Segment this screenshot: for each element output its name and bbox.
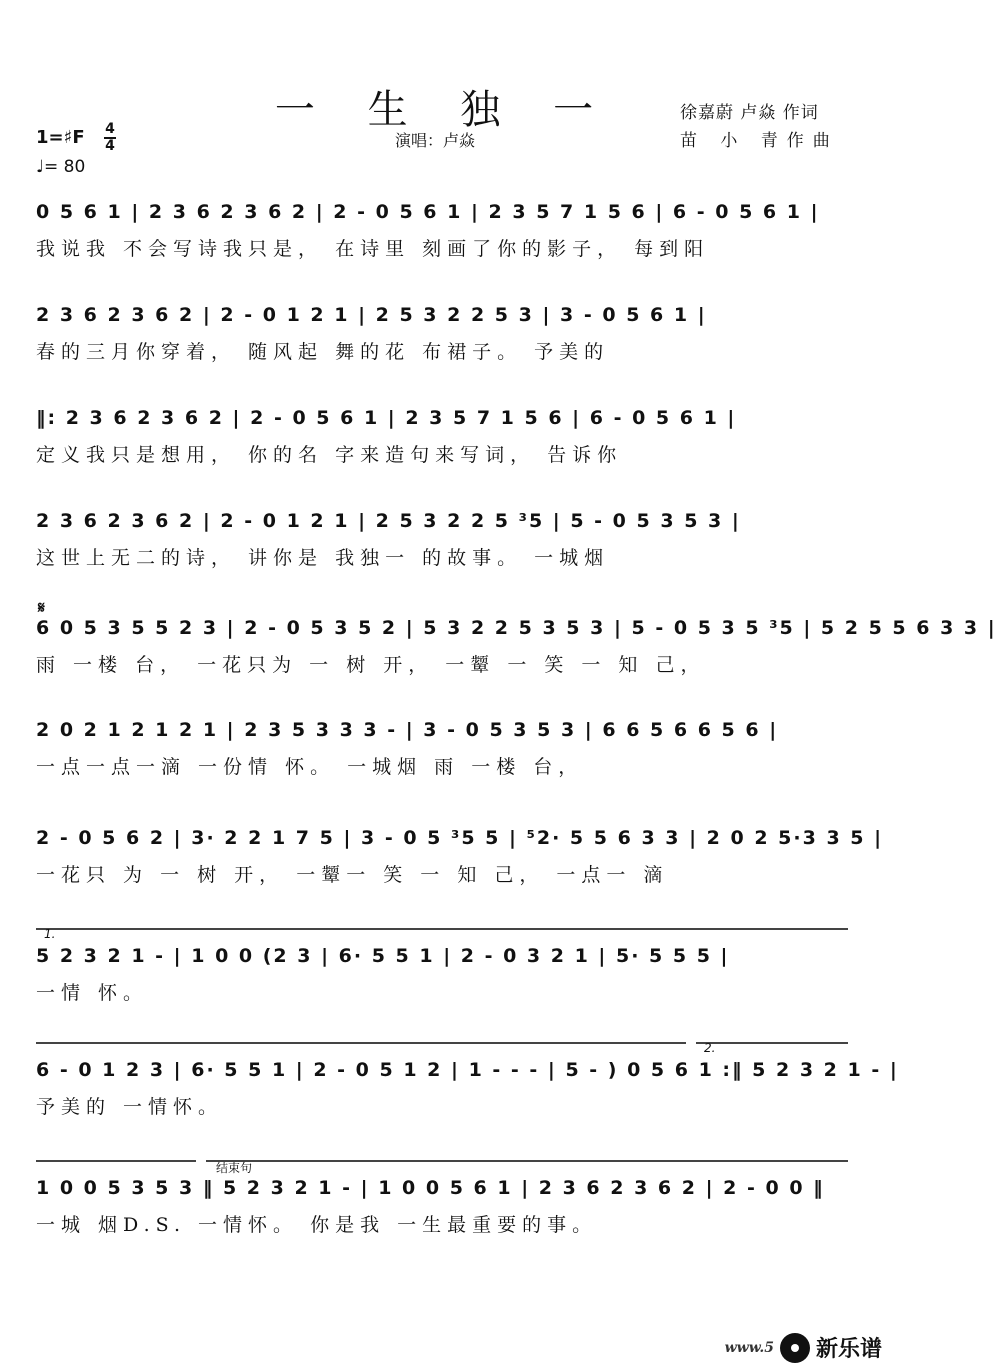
site-name: 新乐谱 <box>815 1337 882 1362</box>
time-signature-bottom: 4 <box>105 138 115 154</box>
notes-line: 6 0 5 3 5 5 2 3 | 2 - 0 5 3 5 2 | 5 3 2 2 5 3 5 3 | 5 - 0 5 3 5 ³5 | 5 2 5 5 6 3 3 | <box>36 617 997 639</box>
notes-line: 1 0 0 5 3 5 3 ‖ 5 2 3 2 1 - | 1 0 0 5 6 1 | 2 3 6 2 3 6 2 | 2 - 0 0 ‖ <box>36 1177 825 1199</box>
key-signature: 1=♯F <box>36 127 85 148</box>
vinyl-disc-icon <box>780 1333 810 1363</box>
notes-line: 0 5 6 1 | 2 3 6 2 3 6 2 | 2 - 0 5 6 1 | 2 3 5 7 1 5 6 | 6 - 0 5 6 1 | <box>36 201 820 223</box>
lyrics-line: 一点一点一滴 一份情 怀。 一城烟 雨 一楼 台， <box>36 756 584 778</box>
volta-bracket-1-continued <box>36 1042 686 1044</box>
coda-label: 结束句 <box>216 1161 253 1175</box>
singer-credit: 演唱：卢焱 <box>395 131 476 150</box>
lyrics-line: 这世上无二的诗， 讲你是 我独一 的故事。 一城烟 <box>36 547 610 569</box>
notes-line: 6 - 0 1 2 3 | 6· 5 5 1 | 2 - 0 5 1 2 | 1 - - - | 5 - ) 0 5 6 1 :‖ 5 2 3 2 1 - | <box>36 1059 899 1081</box>
notes-line: ‖: 2 3 6 2 3 6 2 | 2 - 0 5 6 1 | 2 3 5 7 1 5 6 | 6 - 0 5 6 1 | <box>36 407 737 429</box>
notes-line: 5 2 3 2 1 - | 1 0 0 (2 3 | 6· 5 5 1 | 2 - 0 3 2 1 | 5· 5 5 5 | <box>36 945 730 967</box>
composer-credit: 苗 小 青作曲 <box>680 131 839 151</box>
time-signature <box>104 122 116 153</box>
segno-sign: 𝄋 <box>38 598 45 617</box>
notes-line: 2 0 2 1 2 1 2 1 | 2 3 5 3 3 3 - | 3 - 0 5 3 5 3 | 6 6 5 6 6 5 6 | <box>36 719 779 741</box>
volta-label: 1. <box>44 927 56 941</box>
notes-line: 2 3 6 2 3 6 2 | 2 - 0 1 2 1 | 2 5 3 2 2 5 3 | 3 - 0 5 6 1 | <box>36 304 707 326</box>
lyrics-line: 定义我只是想用， 你的名 字来造句来写词， 告诉你 <box>36 444 623 466</box>
time-signature-top: 4 <box>105 121 115 137</box>
volta-label: 2. <box>704 1041 716 1055</box>
coda-bracket <box>206 1160 848 1162</box>
lyrics-line: 予美的 一情怀。 <box>36 1096 224 1118</box>
tempo-marking: ♩= 80 <box>36 157 86 177</box>
song-title: 一 生 独 一 <box>274 87 614 133</box>
lyricist-credit: 徐嘉蔚 卢焱 作词 <box>680 103 819 123</box>
lyrics-line: 雨 一楼 台， 一花只为 一 树 开， 一颦 一 笑 一 知 己， <box>36 654 706 676</box>
notes-line: 2 - 0 5 6 2 | 3· 2 2 1 7 5 | 3 - 0 5 ³5 5 | ⁵2· 5 5 6 3 3 | 2 0 2 5·3 3 5 | <box>36 827 884 849</box>
lyrics-line: 我说我 不会写诗我只是， 在诗里 刻画了你的影子， 每到阳 <box>36 238 710 260</box>
site-url: www.5 <box>724 1339 774 1356</box>
volta-bracket-2 <box>696 1042 848 1044</box>
lyrics-line: 一情 怀。 <box>36 982 149 1004</box>
lyrics-line: 一花只 为 一 树 开， 一颦一 笑 一 知 己， 一点一 滴 <box>36 864 669 886</box>
lyrics-line: 一城 烟D.S. 一情怀。 你是我 一生最重要的事。 <box>36 1214 598 1236</box>
lyrics-line: 春的三月你穿着， 随风起 舞的花 布裙子。 予美的 <box>36 341 610 363</box>
volta-bracket-2-continued <box>36 1160 196 1162</box>
notes-line: 2 3 6 2 3 6 2 | 2 - 0 1 2 1 | 2 5 3 2 2 5 ³5 | 5 - 0 5 3 5 3 | <box>36 510 741 532</box>
site-logo <box>725 1332 882 1363</box>
volta-bracket-1 <box>36 928 848 930</box>
